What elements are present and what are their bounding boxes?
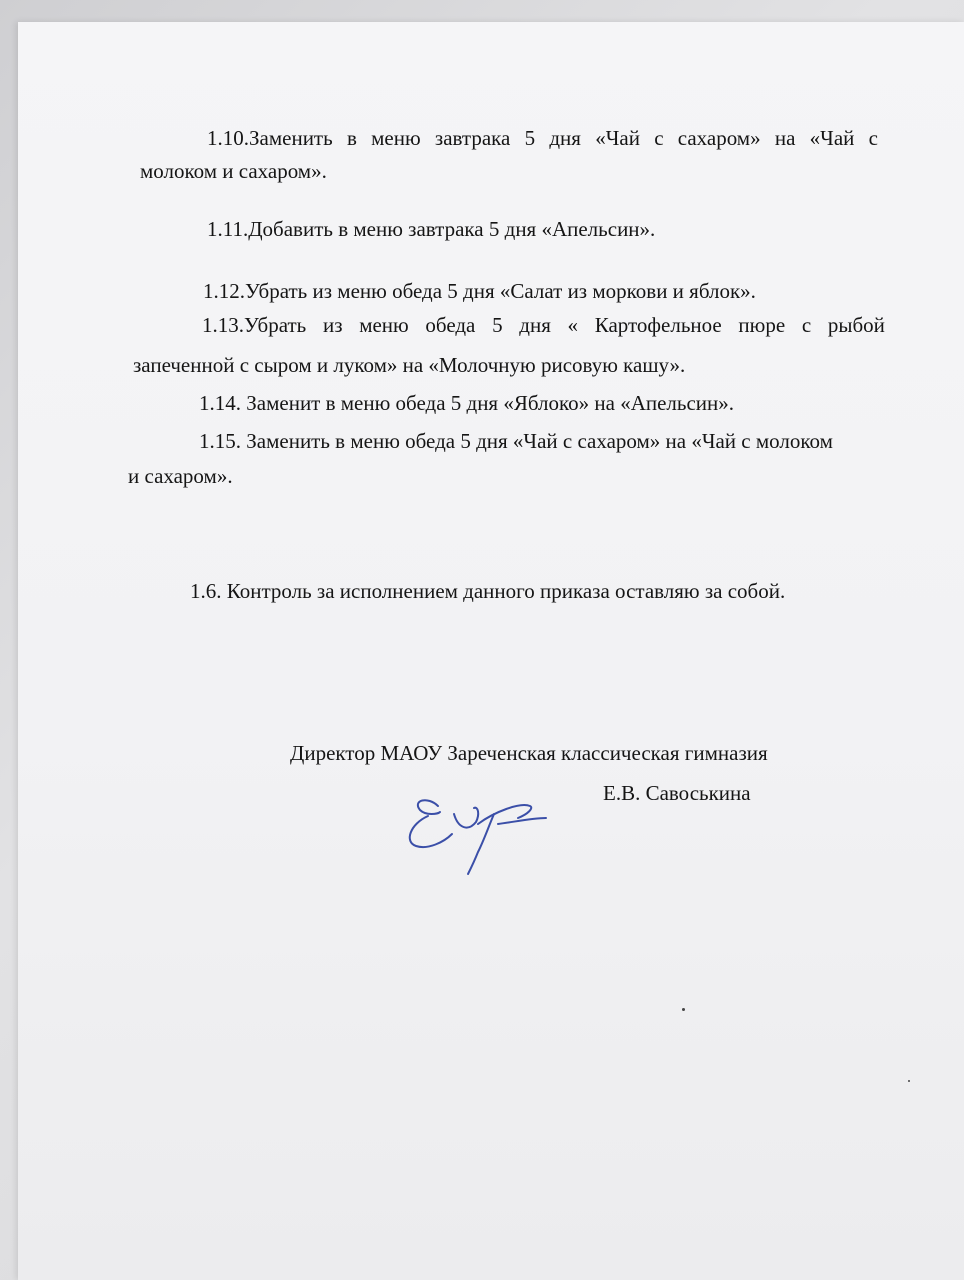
paper-speck bbox=[908, 1080, 910, 1082]
clause-1-13-line-1: 1.13.Убрать из меню обеда 5 дня « Картофельное пюре с рыбой bbox=[202, 313, 885, 337]
document-page bbox=[18, 22, 964, 1280]
control-clause: 1.6. Контроль за исполнением данного приказа оставляю за собой. bbox=[190, 579, 786, 603]
clause-1-10-line-1: 1.10.Заменить в меню завтрака 5 дня «Чай с сахаром» на «Чай с bbox=[207, 126, 878, 150]
clause-1-15-line-1: 1.15. Заменить в меню обеда 5 дня «Чай с сахаром» на «Чай с молоком bbox=[199, 429, 833, 453]
clause-1-11: 1.11.Добавить в меню завтрака 5 дня «Апельсин». bbox=[207, 217, 656, 241]
clause-1-15-line-2: и сахаром». bbox=[128, 464, 233, 488]
clause-1-13-line-2: запеченной с сыром и луком» на «Молочную рисовую кашу». bbox=[133, 353, 686, 377]
clause-1-14: 1.14. Заменит в меню обеда 5 дня «Яблоко» на «Апельсин». bbox=[199, 391, 735, 415]
clause-1-12: 1.12.Убрать из меню обеда 5 дня «Салат из моркови и яблок». bbox=[203, 279, 756, 303]
director-name: Е.В. Савоськина bbox=[603, 781, 751, 805]
paper-speck bbox=[682, 1008, 685, 1011]
handwritten-signature bbox=[398, 784, 548, 876]
clause-1-10-line-2: молоком и сахаром». bbox=[140, 159, 327, 183]
director-title: Директор МАОУ Зареченская классическая гимназия bbox=[290, 741, 768, 765]
